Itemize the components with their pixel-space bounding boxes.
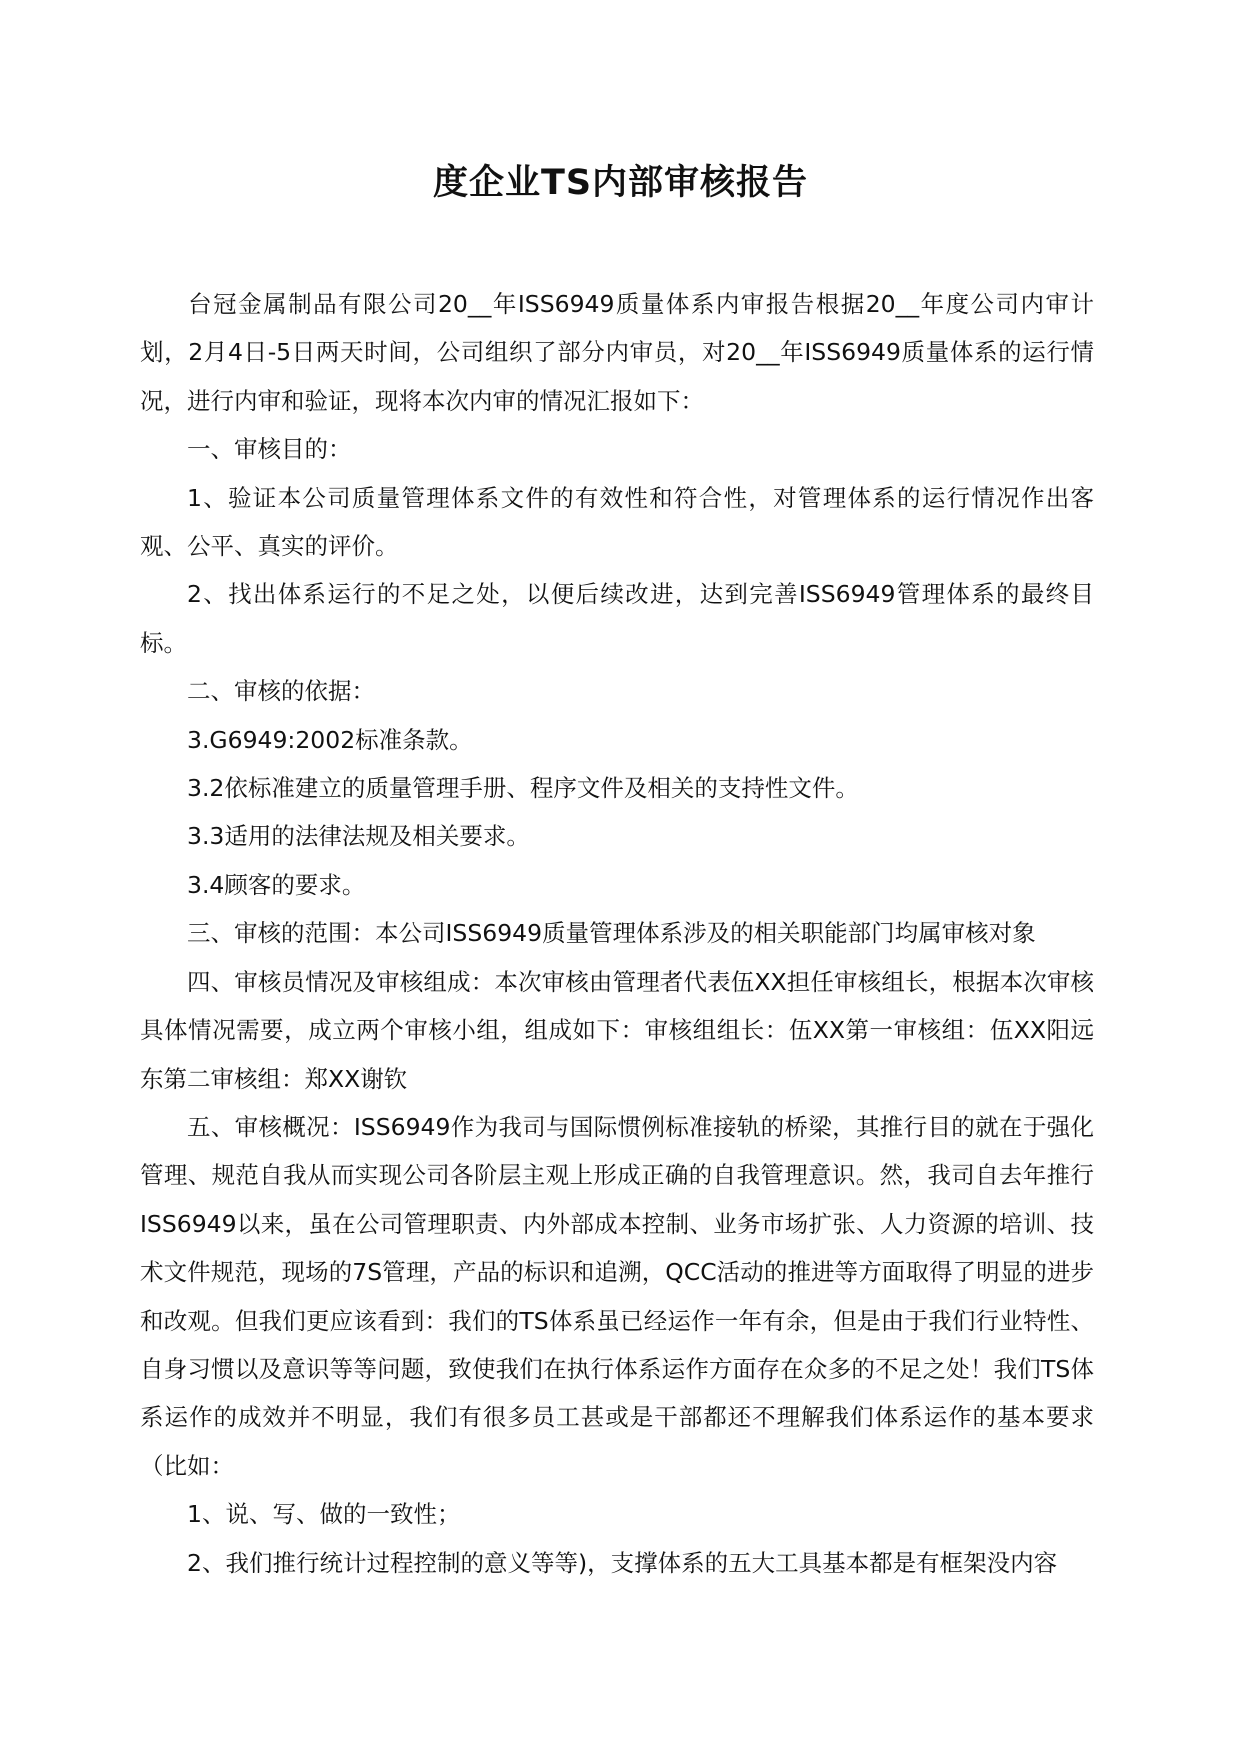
paragraph-purpose-1: 1、验证本公司质量管理体系文件的有效性和符合性，对管理体系的运行情况作出客观、公平、真实的评价。	[140, 483, 1094, 561]
paragraph-auditors: 四、审核员情况及审核组成：本次审核由管理者代表伍XX担任审核组长，根据本次审核具体情况需要，成立两个审核小组，组成如下：审核组组长：伍XX第一审核组：伍XX阳远东第二审核组：郑XX谢钦	[140, 967, 1094, 1093]
heading-audit-scope: 三、审核的范围：本公司ISS6949质量管理体系涉及的相关职能部门均属审核对象	[187, 919, 1036, 948]
paragraph-basis-1: 3.G6949:2002标准条款。	[187, 725, 473, 754]
paragraph-audit-overview: 五、审核概况：ISS6949作为我司与国际惯例标准接轨的桥梁，其推行目的就在于强化管理、规范自我从而实现公司各阶层主观上形成正确的自我管理意识。然，我司自去年推行ISS6949以来，虽在公司管理职责、内外部成本控制、业务市场扩张、人力资源的培训、技术文件规范，现场的7S管理，产品的标识和追溯，QCC活动的推进等方面取得了明显的进步和改观。但我们更应该看到：我们的TS体系虽已经运作一年有余，但是由于我们行业特性、自身习惯以及意识等等问题，致使我们在执行体系运作方面存在众多的不足之处！我们TS体系运作的成效并不明显，我们有很多员工甚或是干部都还不理解我们体系运作的基本要求（比如：	[140, 1112, 1094, 1480]
document-body	[140, 280, 1094, 1587]
paragraph-purpose-2: 2、找出体系运行的不足之处，以便后续改进，达到完善ISS6949管理体系的最终目标。	[140, 580, 1094, 657]
paragraph-intro: 台冠金属制品有限公司20__年ISS6949质量体系内审报告根据20__年度公司内审计划，2月4日-5日两天时间，公司组织了部分内审员，对20__年ISS6949质量体系的运行情况，进行内审和验证，现将本次内审的情况汇报如下：	[140, 290, 1094, 415]
paragraph-overview-item-1: 1、说、写、做的一致性；	[187, 1500, 461, 1529]
document-title: 度企业TS内部审核报告	[432, 163, 809, 203]
heading-audit-purpose: 一、审核目的：	[187, 435, 352, 464]
paragraph-overview-item-2: 2、我们推行统计过程控制的意义等等)，支撑体系的五大工具基本都是有框架没内容	[187, 1548, 1058, 1577]
heading-audit-basis: 二、审核的依据：	[187, 677, 375, 706]
paragraph-basis-4: 3.4顾客的要求。	[187, 870, 366, 899]
paragraph-basis-2: 3.2依标准建立的质量管理手册、程序文件及相关的支持性文件。	[187, 774, 859, 803]
paragraph-basis-3: 3.3适用的法律法规及相关要求。	[187, 822, 530, 851]
